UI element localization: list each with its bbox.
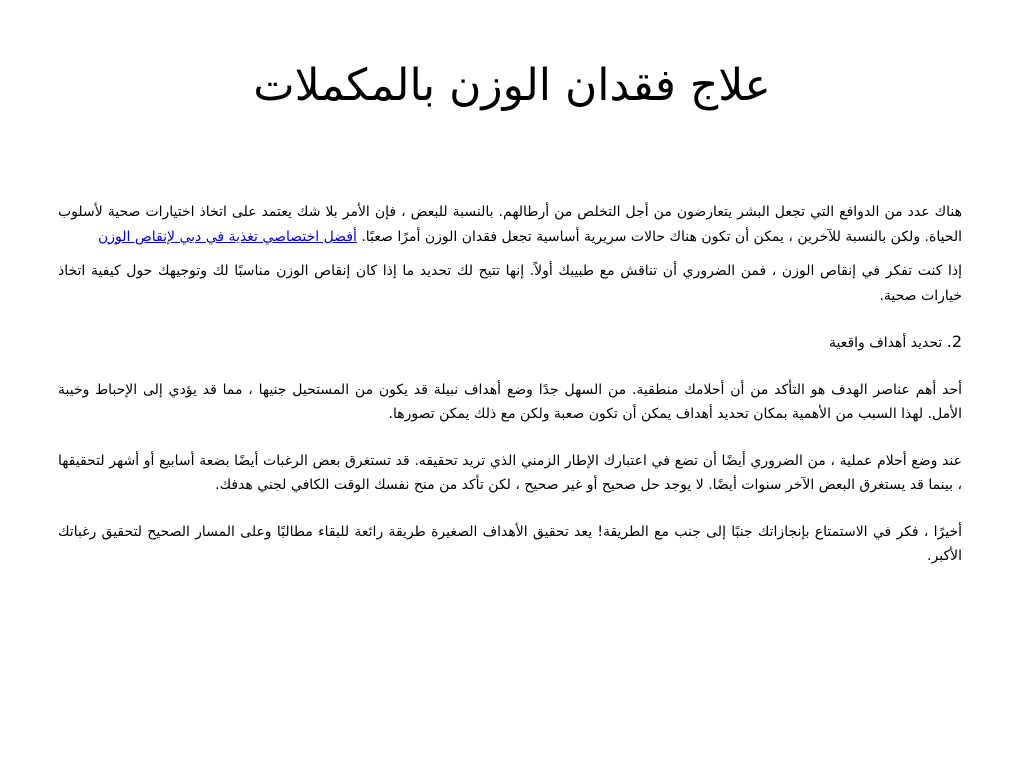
consult-doctor-paragraph: إذا كنت تفكر في إنقاص الوزن ، فمن الضروري أن تناقش مع طبيبك أولاً. إنها تتيح لك تحديد ما إذا كان إنقاص الوزن مناسبًا لك وتوجيهك حول كيفية اتخاذ خيارات صحية. bbox=[58, 263, 962, 304]
section-heading-number: 2. bbox=[946, 332, 962, 351]
intro-paragraph-text: هناك عدد من الدوافع التي تجعل البشر يتعارضون من أجل التخلص من أرطالهم. بالنسبة للبعض ، فإن الأمر بلا شك يعتمد على اتخاذ اختيارات صحية لأسلوب الحياة. ولكن بالنسبة للآخرين ، يمكن أن تكون هناك حالات سريرية أساسية تجعل فقدان الوزن أمرًا صعبًا. bbox=[58, 204, 962, 245]
section-heading-text: تحديد أهداف واقعية bbox=[828, 335, 947, 351]
celebrate-paragraph: أخيرًا ، فكر في الاستمتاع بإنجازاتك جنبًا إلى جنب مع الطريقة! يعد تحقيق الأهداف الصغيرة طريقة رائعة للبقاء مطالبًا وعلى المسار الصحيح لتحقيق رغباتك الأكبر. bbox=[58, 523, 962, 564]
slide-title: علاج فقدان الوزن بالمكملات bbox=[253, 60, 771, 111]
slide-body bbox=[58, 200, 962, 569]
dietitian-link[interactable]: أفضل اختصاصي تغذية في دبي لإنقاص الوزن bbox=[98, 228, 357, 245]
timeframe-paragraph: عند وضع أحلام عملية ، من الضروري أيضًا أن تضع في اعتبارك الإطار الزمني الذي تريد تحقيقه. قد تستغرق بعض الرغبات أيضًا بضعة أسابيع أو أشهر لتحقيقها ، بينما قد يستغرق البعض الآخر سنوات أيضًا. لا يوجد حل صحيح أو غير صحيح ، لكن تأكد من منح نفسك الوقت الكافي لجني هدفك. bbox=[58, 452, 962, 493]
section-heading bbox=[58, 330, 962, 356]
intro-paragraph bbox=[58, 200, 962, 249]
realistic-goals-paragraph: أحد أهم عناصر الهدف هو التأكد من أن أحلامك منطقية. من السهل جدًا وضع أهداف نبيلة قد يكون من المستحيل جنيها ، مما قد يؤدي إلى الإحباط وخيبة الأمل. لهذا السبب من الأهمية بمكان تحديد أهداف يمكن أن تكون صعبة ولكن مع ذلك يمكن تصورها. bbox=[58, 381, 962, 422]
